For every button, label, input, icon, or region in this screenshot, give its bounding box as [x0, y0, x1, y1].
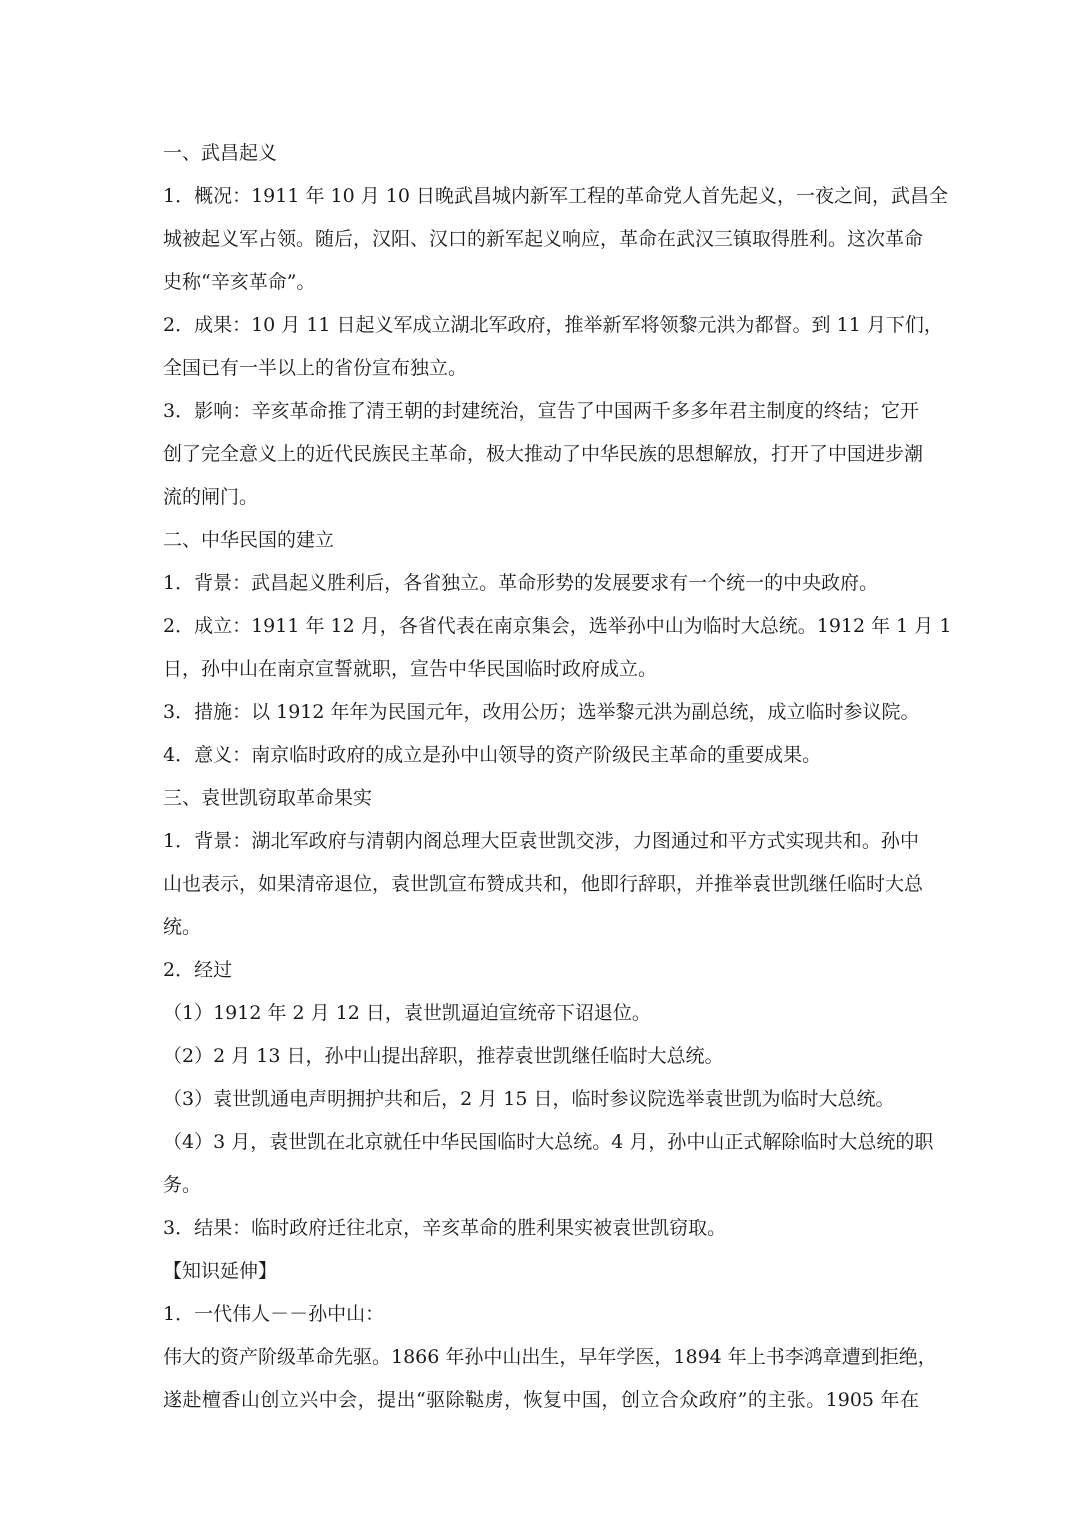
paragraph-line: 务。: [163, 1174, 202, 1196]
paragraph-line: 3．措施：以 1912 年年为民国元年，改用公历；选举黎元洪为副总统，成立临时参议院。: [163, 701, 920, 723]
paragraph-line: 1．一代伟人－－孙中山：: [163, 1303, 385, 1325]
paragraph-line: 2．成立：1911 年 12 月，各省代表在南京集会，选举孙中山为临时大总统。1912 年 1 月 1: [163, 615, 952, 637]
paragraph-line: 4．意义：南京临时政府的成立是孙中山领导的资产阶级民主革命的重要成果。: [163, 744, 822, 766]
paragraph-line: 创了完全意义上的近代民族民主革命，极大推动了中华民族的思想解放，打开了中国进步潮: [163, 443, 924, 465]
paragraph-line: 伟大的资产阶级革命先驱。1866 年孙中山出生，早年学医，1894 年上书李鸿章遭到拒绝，: [163, 1346, 937, 1368]
list-item: （3）袁世凯通电声明拥护共和后，2 月 15 日，临时参议院选举袁世凯为临时大总统。: [163, 1088, 895, 1110]
paragraph-line: 流的闸门。: [163, 486, 259, 508]
paragraph-line: 全国已有一半以上的省份宣布独立。: [163, 357, 468, 379]
paragraph-line: 史称“辛亥革命”。: [163, 271, 316, 293]
section-heading-knowledge-extension: 【知识延伸】: [163, 1260, 278, 1282]
section-heading-wuchang-uprising: 一、武昌起义: [163, 142, 278, 164]
list-item: （4）3 月，袁世凯在北京就任中华民国临时大总统。4 月，孙中山正式解除临时大总统的职: [163, 1131, 934, 1153]
paragraph-line: 3．影响：辛亥革命推了清王朝的封建统治，宣告了中国两千多多年君主制度的终结；它开: [163, 400, 919, 422]
paragraph-line: 山也表示，如果清帝退位，袁世凯宣布赞成共和，他即行辞职，并推举袁世凯继任临时大总: [163, 873, 924, 895]
paragraph-line: 3．结果：临时政府迁往北京，辛亥革命的胜利果实被袁世凯窃取。: [163, 1217, 727, 1239]
list-item: （1）1912 年 2 月 12 日，袁世凯逼迫宣统帝下诏退位。: [163, 1002, 651, 1024]
paragraph-line: 城被起义军占领。随后，汉阳、汉口的新军起义响应，革命在武汉三镇取得胜利。这次革命: [163, 228, 924, 250]
paragraph-line: 统。: [163, 916, 202, 938]
section-heading-yuan-shikai: 三、袁世凯窃取革命果实: [163, 787, 373, 809]
section-heading-roc-founding: 二、中华民国的建立: [163, 529, 335, 551]
paragraph-line: 2．经过: [163, 959, 233, 981]
paragraph-line: 1．背景：武昌起义胜利后，各省独立。革命形势的发展要求有一个统一的中央政府。: [163, 572, 879, 594]
list-item: （2）2 月 13 日，孙中山提出辞职，推荐袁世凯继任临时大总统。: [163, 1045, 724, 1067]
paragraph-line: 日，孙中山在南京宣誓就职，宣告中华民国临时政府成立。: [163, 658, 658, 680]
paragraph-line: 遂赴檀香山创立兴中会，提出“驱除鞑虏，恢复中国，创立合众政府”的主张。1905 年在: [163, 1389, 919, 1411]
paragraph-line: 1．背景：湖北军政府与清朝内阁总理大臣袁世凯交涉，力图通过和平方式实现共和。孙中: [163, 830, 919, 852]
paragraph-line: 1．概况：1911 年 10 月 10 日晚武昌城内新军工程的革命党人首先起义，一夜之间，武昌全: [163, 185, 948, 207]
paragraph-line: 2．成果：10 月 11 日起义军成立湖北军政府，推举新军将领黎元洪为都督。到 11 月下们，: [163, 314, 943, 336]
